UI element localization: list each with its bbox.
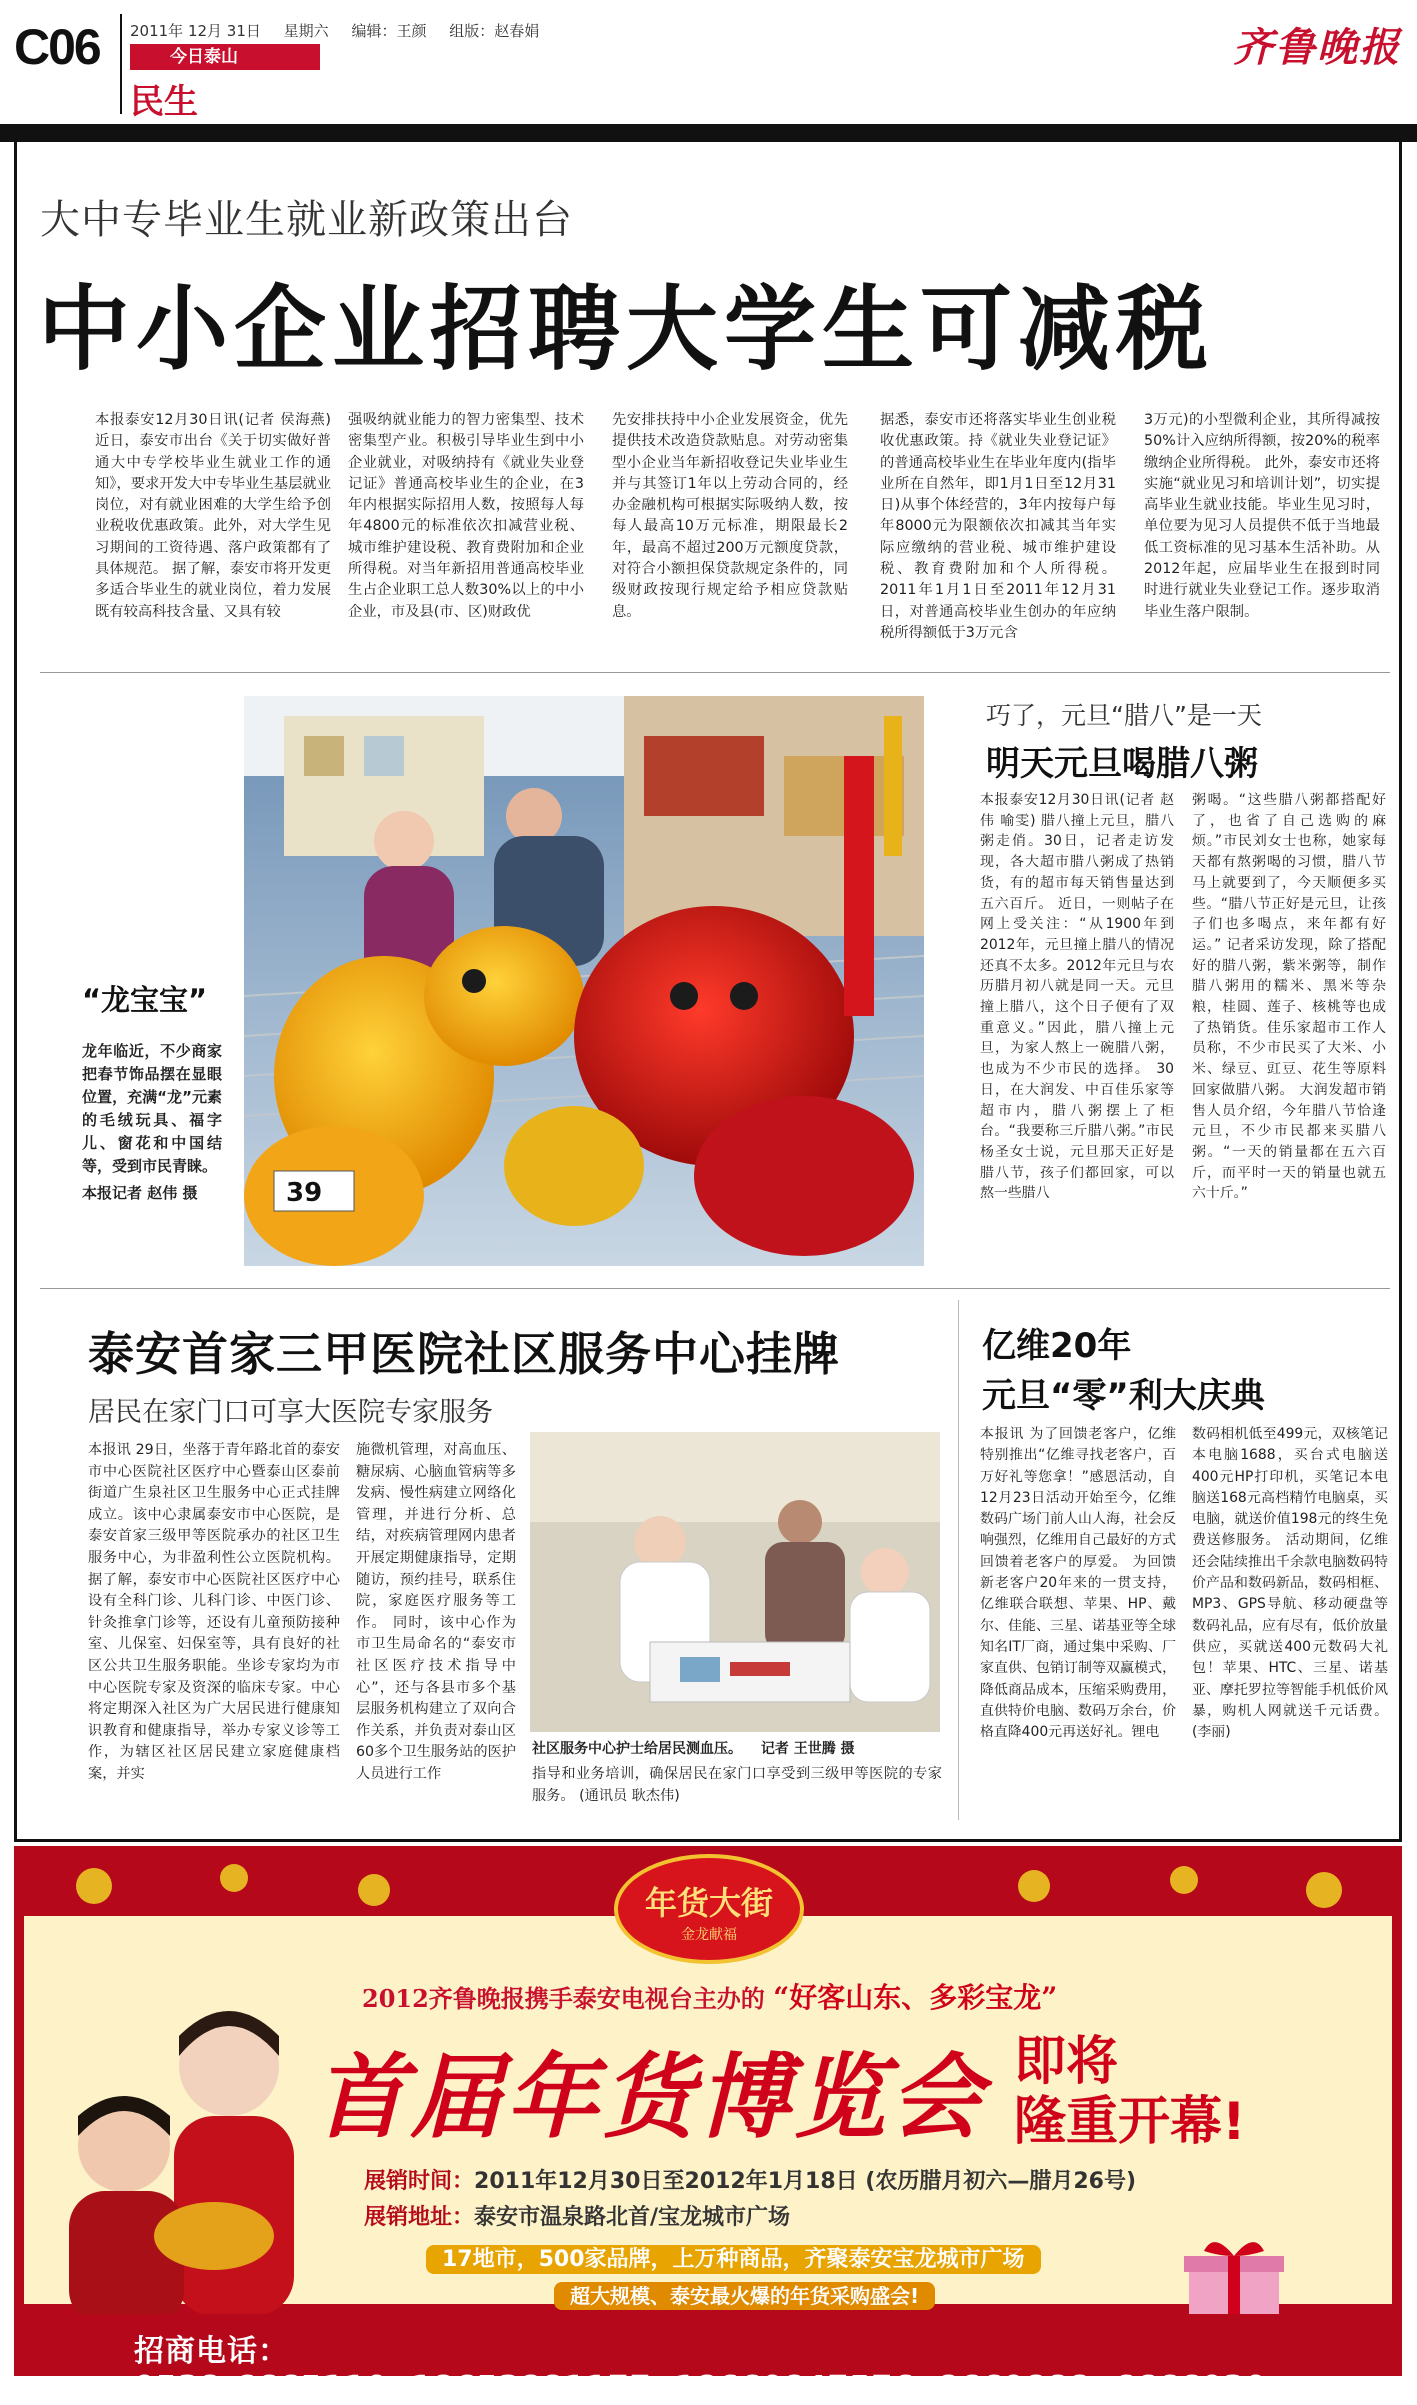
column-divider	[958, 1300, 959, 1820]
ad-soon	[1014, 2032, 1246, 2152]
expo-logo	[614, 1854, 804, 1964]
yiwei-column-2: 数码相机低至499元，双核笔记本电脑1688，买台式电脑送400元HP打印机，买笔记本电脑送168元高档精竹电脑桌，买电脑，就送价值198元的终生免费送修服务。 活动期间，亿维还会陆续推出千余款电脑数码特价产品和数码新品，数码相框、MP3、GPS导航、移动硬盘等数码礼品，应有尽有，低价放量供应，买就送400元数码大礼包！苹果、HTC、三星、诺基亚、摩托罗拉等智能手机低价风暴，购机人网就送千元话费。 (李丽)	[1192, 1426, 1388, 1741]
laba-column-2: 粥喝。“这些腊八粥都搭配好了，也省了自己选购的麻烦。”市民刘女士也称，她家每天都有熬粥喝的习惯，腊八节马上就要到了，今天顺便多买些。“腊八节正好是元旦，让孩子们也多喝点，来年都有好运。” 记者采访发现，除了搭配好的腊八粥，紫米粥等，制作腊八粥用的糯米、黑米等杂粮，桂圆、莲子、核桃等也成了热销货。佳乐家超市工作人员称，不少市民买了大米、小米、绿豆、豇豆、花生等原料回家做腊八粥。 大润发超市销售人员介绍，今年腊八节恰逢元旦，不少市民都来买腊八粥。“一天的销量都在五六百斤，而平时一天的销量也就五六十斤。”	[1192, 792, 1386, 1202]
photo-feature-label: “龙宝宝”	[82, 983, 208, 1017]
expo-advertisement	[14, 1846, 1402, 2405]
section-rule-2	[40, 1288, 1390, 1289]
hospital-photo-caption-text: 社区服务中心护士给居民测血压。	[532, 1741, 742, 1757]
gift-box-icon	[1174, 2226, 1294, 2326]
ad-eyebrow	[362, 1976, 1057, 2016]
masthead-divider	[120, 14, 122, 114]
lead-headline: 中小企业招聘大学生可减税	[38, 276, 1215, 383]
lead-column-3: 先安排扶持中小企业发展资金，优先提供技术改造贷款贴息。对劳动密集型小企业当年新招收登记失业毕业生并与其签订1年以上劳动合同的，经办金融机构可根据实际吸纳人数，按每人最高10万元标准，期限最长2年，最高不超过200万元额度贷款，对符合小额担保贷款规定条件的，同级财政按现行规定给予相应贷款贴息。	[612, 412, 848, 620]
hospital-photo-caption	[532, 1738, 855, 1758]
dragon-toys-image	[244, 696, 924, 1266]
hospital-photo-credit: 记者 王世腾 摄	[760, 1741, 855, 1757]
ad-time-row	[364, 2164, 1136, 2195]
page-meta	[130, 20, 557, 41]
lead-kicker: 大中专毕业生就业新政策出台	[40, 197, 573, 243]
ad-soon-line-1: 即将	[1014, 2032, 1119, 2092]
ad-title: 首届年货博览会	[314, 2043, 987, 2151]
ad-place-value: 泰安市温泉路北首/宝龙城市广场	[474, 2205, 791, 2230]
yiwei-headline-2: 元旦“零”利大庆典	[982, 1376, 1265, 1416]
expo-logo-text: 年货大街	[644, 1884, 773, 1922]
lead-column-5: 3万元)的小型微利企业，其所得减按50%计入应纳所得额，按20%的税率缴纳企业所得税。 此外，泰安市还将实施“就业见习和培训计划”，切实提高毕业生就业技能。毕业生见习时，单位要为见习人员提供不低于当地最低工资标准的见习基本生活补助。从2012年起，应届毕业生在报到时同时进行就业失业登记工作。逐步取消毕业生落户限制。	[1144, 412, 1380, 620]
ad-banner-2: 超大规模、泰安最火爆的年货采购盛会!	[554, 2282, 935, 2310]
newspaper-brand-logo: 齐鲁晚报	[1233, 24, 1401, 71]
ad-place-row	[364, 2200, 790, 2231]
photo-feature-credit: 本报记者 赵伟 摄	[82, 1184, 198, 1202]
hospital-photo	[530, 1432, 940, 1732]
hospital-headline: 泰安首家三甲医院社区服务中心挂牌	[88, 1327, 840, 1381]
lead-column-4: 据悉，泰安市还将落实毕业生创业税收优惠政策。持《就业失业登记证》的普通高校毕业生在毕业年度内(指毕业所在自然年，即1月1日至12月31日)从事个体经营的，3年内按每户每年8000元为限额依次扣减其当年实际应缴纳的营业税、城市维护建设税、教育费附加和个人所得税。2011年1月1日至2011年12月31日，对普通高校毕业生创办的年应纳税所得额低于3万元含	[880, 412, 1116, 641]
layout-credit: 组版：赵春娟	[449, 22, 540, 40]
hospital-image	[530, 1432, 940, 1732]
ad-phone-label: 招商电话：	[134, 2334, 289, 2369]
expo-logo-sub: 金龙献福	[681, 1927, 737, 1943]
laba-column-1: 本报泰安12月30日讯(记者 赵伟 喻雯) 腊八撞上元旦，腊八粥走俏。30日，记者走访发现，各大超市腊八粥成了热销货，有的超市每天销售量达到五六百斤。 近日，一则帖子在网上受关注：“从1900年到2012年，元旦撞上腊八的情况还真不太多。2012年元旦与农历腊月初八就是同一天。元旦撞上腊八，这个日子便有了双重意义。”因此，腊八撞上元旦，为家人熬上一碗腊八粥，也成为不少市民的选择。 30日，在大润发、中百佳乐家等超市内，腊八粥摆上了柜台。“我要称三斤腊八粥。”市民杨圣女士说，元旦那天正好是腊八节，孩子们都回家，可以熬一些腊八	[980, 792, 1174, 1202]
ad-time-value: 2011年12月30日至2012年1月18日 (农历腊月初六—腊月26号)	[474, 2169, 1137, 2194]
page-number: C06	[14, 19, 100, 75]
section-tag: 今日泰山	[130, 44, 320, 70]
lead-column-2: 强吸纳就业能力的智力密集型、技术密集型产业。积极引导毕业生到中小企业就业，对吸纳持有《就业失业登记证》普通高校毕业生的企业，在3年内根据实际招用人数，按照每人每年4800元的标准依次扣减营业税、城市维护建设税、教育费附加和企业所得税。对当年新招用普通高校毕业生占企业职工总人数30%以上的中小企业，市及县(市、区)财政优	[348, 412, 584, 620]
ad-soon-line-2: 隆重开幕!	[1014, 2092, 1246, 2152]
hospital-column-3: 指导和业务培训，确保居民在家门口享受到三级甲等医院的专家服务。 (通讯员 耿杰伟)	[532, 1766, 942, 1804]
photo-feature-caption: 龙年临近，不少商家把春节饰品摆在显眼位置，充满“龙”元素的毛绒玩具、福字儿、窗花和中国结等，受到市民青睐。	[82, 1042, 222, 1175]
laba-headline: 明天元旦喝腊八粥	[986, 744, 1258, 784]
price-tag: 39	[286, 1178, 323, 1208]
section-rule	[40, 672, 1390, 673]
ad-phone-row	[134, 2326, 1402, 2405]
ad-banner-1: 17地市，500家品牌，上万种商品，齐聚泰安宝龙城市广场	[426, 2245, 1041, 2274]
editor-credit: 编辑：王颜	[351, 22, 427, 40]
yiwei-headline-1: 亿维20年	[982, 1326, 1132, 1366]
top-rule	[0, 124, 1417, 142]
section-title: 民生	[130, 82, 198, 122]
ad-time-label: 展销时间：	[364, 2169, 475, 2194]
lead-column-1: 本报泰安12月30日讯(记者 侯海燕) 近日，泰安市出台《关于切实做好普通大中专学校毕业生就业工作的通知》，要求开发大中专毕业生基层就业岗位，对有就业困难的大学生给予创业税收优惠政策。此外，对大学生见习期间的工资待遇、落户政策都有了具体规范。 据了解，泰安市将开发更多适合毕业生的就业岗位，着力发展既有较高科技含量、又具有较	[95, 412, 331, 620]
issue-date: 2011年 12月 31日	[130, 22, 261, 40]
hospital-column-2: 施微机管理，对高血压、糖尿病、心脑血管病等多发病、慢性病建立网络化管理，并进行分析、总结，对疾病管理网内患者开展定期健康指导，定期随访，预约挂号，联系住院，家庭医疗服务等工作。 同时，该中心作为市卫生局命名的“泰安市社区医疗技术指导中心”，还与各县市多个基层服务机构建立了双向合作关系，并负责对泰山区60多个卫生服务站的医护人员进行工作	[356, 1442, 516, 1782]
dragon-toys-photo	[244, 696, 924, 1266]
hospital-subhead: 居民在家门口可享大医院专家服务	[88, 1397, 493, 1428]
ad-phone-numbers: 0538-6665110 18653881177 18660847576 8669888 6666030	[134, 2370, 1268, 2405]
ad-eyebrow-prefix: 2012齐鲁晚报携手泰安电视台主办的	[362, 1984, 765, 2013]
ad-models-image	[54, 1996, 314, 2326]
issue-weekday: 星期六	[283, 22, 329, 40]
yiwei-column-1: 本报讯 为了回馈老客户，亿维特别推出“亿维寻找老客户，百万好礼等您拿！”感恩活动，自12月23日活动开始至今，亿维数码广场门前人山人海，社会反响强烈，亿维用自己最好的方式回馈着老客户的厚爱。 为回馈新老客户20年来的一贯支持，亿维联合联想、苹果、HP、戴尔、佳能、三星、诺基亚等全球知名IT厂商，通过集中采购、厂家直供、包销订制等双赢模式，降低商品成本，压缩采购费用，直供特价电脑、数码万余台，价格直降400元再送好礼。锂电	[980, 1426, 1176, 1741]
ad-eyebrow-highlight: “好客山东、多彩宝龙”	[773, 1981, 1058, 2014]
hospital-column-1: 本报讯 29日，坐落于青年路北首的泰安市中心医院社区医疗中心暨泰山区泰前街道广生泉社区卫生服务中心正式挂牌成立。该中心隶属泰安市中心医院，是泰安首家三级甲等医院承办的社区卫生服务中心，为非盈利性公立医院机构。 据了解，泰安市中心医院社区医疗中心设有全科门诊、儿科门诊、中医门诊、针灸推拿门诊等，还设有儿童预防接种室、儿保室、妇保室等，具有良好的社区公共卫生服务职能。坐诊专家均为市中心医院专家及资深的临床专家。中心将定期深入社区为广大居民进行健康知识教育和健康指导，举办专家义诊等工作，为辖区社区居民建立家庭健康档案，并实	[88, 1442, 340, 1782]
laba-kicker: 巧了，元旦“腊八”是一天	[986, 701, 1262, 730]
ad-place-label: 展销地址：	[364, 2205, 475, 2230]
